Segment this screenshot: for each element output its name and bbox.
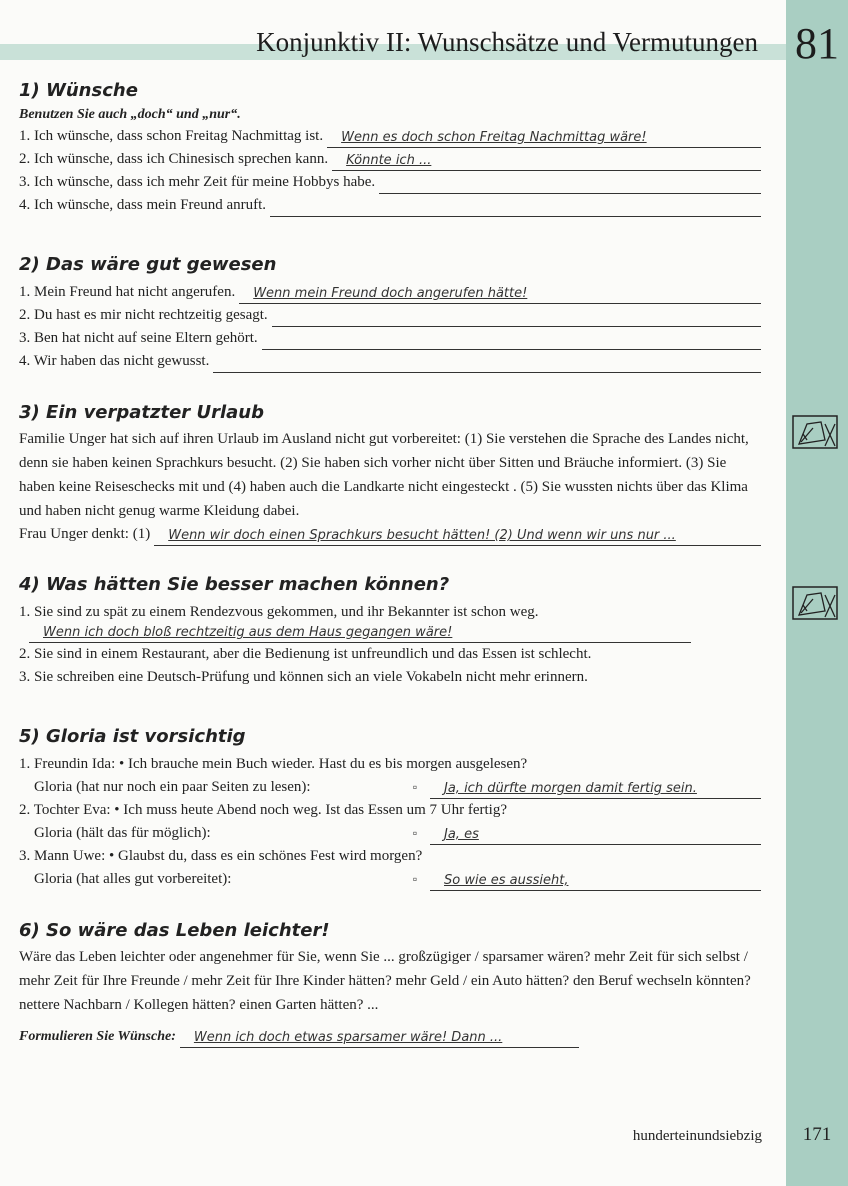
exercise-row: [19, 643, 761, 666]
section-title: 4) Was hätten Sie besser machen können?: [19, 574, 450, 595]
exercise-text: 2. Ich wünsche, dass ich Chinesisch sprechen kann.: [19, 151, 329, 167]
chapter-number: 81: [795, 19, 839, 68]
exercise-row: [19, 666, 761, 689]
hint-text: Gloria (hat nur noch ein paar Seiten zu lesen):: [34, 779, 311, 795]
square-bullet-icon: ▫: [412, 826, 418, 840]
section-3: [19, 402, 761, 546]
answer-line[interactable]: [213, 354, 761, 373]
section-2: [19, 254, 761, 373]
hint-text: Gloria (hat alles gut vorbereitet):: [34, 871, 232, 887]
exercise-row: [19, 304, 761, 327]
exercise-text: 4. Wir haben das nicht gewusst.: [19, 353, 210, 369]
answer-line[interactable]: Ja, ich dürfte morgen damit fertig sein.: [430, 780, 761, 799]
story-paragraph: Familie Unger hat sich auf ihren Urlaub im Ausland nicht gut vorbereitet: (1) Sie verstehen die Sprache des Landes nicht, denn sie haben keinen Sprachkurs besucht. (2) Sie haben sich vorher nicht über Sitten und Bräuche informiert. (3) Sie haben keine Reiseschecks mit und (4) haben auch die Landkarte nicht eingesteckt . (5) Sie wussten nichts über das Klima und haben nicht genug warme Kleidung dabei.: [19, 431, 749, 519]
answer-line[interactable]: So wie es aussieht,: [430, 872, 761, 891]
dialog-question: [19, 799, 761, 822]
answer-line[interactable]: Wenn wir doch einen Sprachkurs besucht hätten! (2) Und wenn wir uns nur ...: [154, 527, 761, 546]
page-number: 171: [802, 1124, 832, 1145]
exercise-row: [19, 327, 761, 350]
section-title: 5) Gloria ist vorsichtig: [19, 726, 246, 747]
dialog-answer-row: [19, 868, 761, 891]
answer-line[interactable]: [379, 175, 761, 194]
exercise-text: 1. Mein Freund hat nicht angerufen.: [19, 284, 236, 300]
dialog-answer-row: [19, 776, 761, 799]
answer-line[interactable]: Ja, es: [430, 826, 761, 845]
exercise-text: 1. Sie sind zu spät zu einem Rendezvous gekommen, und ihr Bekannter ist schon weg.: [19, 604, 539, 620]
exercise-row: [19, 194, 761, 217]
exercise-text: 4. Ich wünsche, dass mein Freund anruft.: [19, 197, 267, 213]
exercise-text: 3. Ben hat nicht auf seine Eltern gehört.: [19, 330, 258, 346]
section-title: 6) So wäre das Leben leichter!: [19, 920, 330, 941]
section-5: [19, 726, 761, 891]
exercise-row: [19, 281, 761, 304]
square-bullet-icon: ▫: [412, 780, 418, 794]
exercise-row: [19, 148, 761, 171]
exercise-row: [19, 1025, 579, 1048]
exercise-row: [19, 601, 761, 624]
dialog-question: [19, 845, 761, 868]
answer-line[interactable]: Wenn es doch schon Freitag Nachmittag wäre!: [327, 129, 761, 148]
exercise-text: 2. Sie sind in einem Restaurant, aber die Bedienung ist unfreundlich und das Essen ist schlecht.: [19, 646, 592, 662]
exercise-row: [19, 624, 691, 643]
pencil-paper-icon: [791, 412, 841, 452]
section-title: 3) Ein verpatzter Urlaub: [19, 402, 264, 423]
exercise-row: [19, 125, 761, 148]
dialog-answer-row: [19, 822, 761, 845]
section-6: [19, 920, 761, 1048]
hint-text: Gloria (hält das für möglich):: [34, 825, 211, 841]
page-title: Konjunktiv II: Wunschsätze und Vermutungen: [256, 27, 758, 57]
exercise-text: Formulieren Sie Wünsche:: [19, 1029, 176, 1044]
instruction: Benutzen Sie auch „doch“ und „nur“.: [19, 107, 241, 122]
exercise-text: 3. Sie schreiben eine Deutsch-Prüfung und können sich an viele Vokabeln nicht mehr erinnern.: [19, 669, 588, 685]
answer-line[interactable]: [272, 308, 761, 327]
square-bullet-icon: ▫: [412, 872, 418, 886]
page-number-words: hunderteinundsiebzig: [632, 1128, 762, 1144]
section-title: 1) Wünsche: [19, 80, 138, 101]
exercise-text: 3. Mann Uwe: • Glaubst du, dass es ein schönes Fest wird morgen?: [19, 848, 423, 864]
answer-line[interactable]: [262, 331, 761, 350]
pencil-paper-icon: [791, 583, 841, 623]
answer-line[interactable]: Wenn ich doch bloß rechtzeitig aus dem Haus gegangen wäre!: [29, 624, 691, 643]
exercise-row: [19, 523, 761, 546]
answer-line[interactable]: Könnte ich ...: [332, 152, 761, 171]
answer-line[interactable]: Wenn ich doch etwas sparsamer wäre! Dann ...: [180, 1029, 579, 1048]
dialog-question: [19, 753, 761, 776]
exercise-text: 1. Freundin Ida: • Ich brauche mein Buch wieder. Hast du es bis morgen ausgelesen?: [19, 756, 528, 772]
answer-line[interactable]: Wenn mein Freund doch angerufen hätte!: [239, 285, 761, 304]
section-4: [19, 574, 761, 689]
exercise-text: 2. Tochter Eva: • Ich muss heute Abend noch weg. Ist das Essen um 7 Uhr fertig?: [19, 802, 507, 818]
task-paragraph: Wäre das Leben leichter oder angenehmer für Sie, wenn Sie ... großzügiger / sparsamer wären? mehr Zeit für sich selbst / mehr Zeit für Ihre Freunde / mehr Zeit für Ihre Kinder hätten? mehr Geld / ein Auto hätten? den Beruf wechseln könnten? nettere Nachbarn / Kollegen hätten? einen Garten hätten? ...: [19, 949, 751, 1013]
exercise-text: 1. Ich wünsche, dass schon Freitag Nachmittag ist.: [19, 128, 324, 144]
exercise-text: 2. Du hast es mir nicht rechtzeitig gesagt.: [19, 307, 268, 323]
exercise-row: [19, 350, 761, 373]
answer-line[interactable]: [270, 198, 761, 217]
section-title: 2) Das wäre gut gewesen: [19, 254, 277, 275]
exercise-text: Frau Unger denkt: (1): [19, 526, 151, 542]
section-1: [19, 80, 761, 217]
exercise-row: [19, 171, 761, 194]
exercise-text: 3. Ich wünsche, dass ich mehr Zeit für meine Hobbys habe.: [19, 174, 376, 190]
